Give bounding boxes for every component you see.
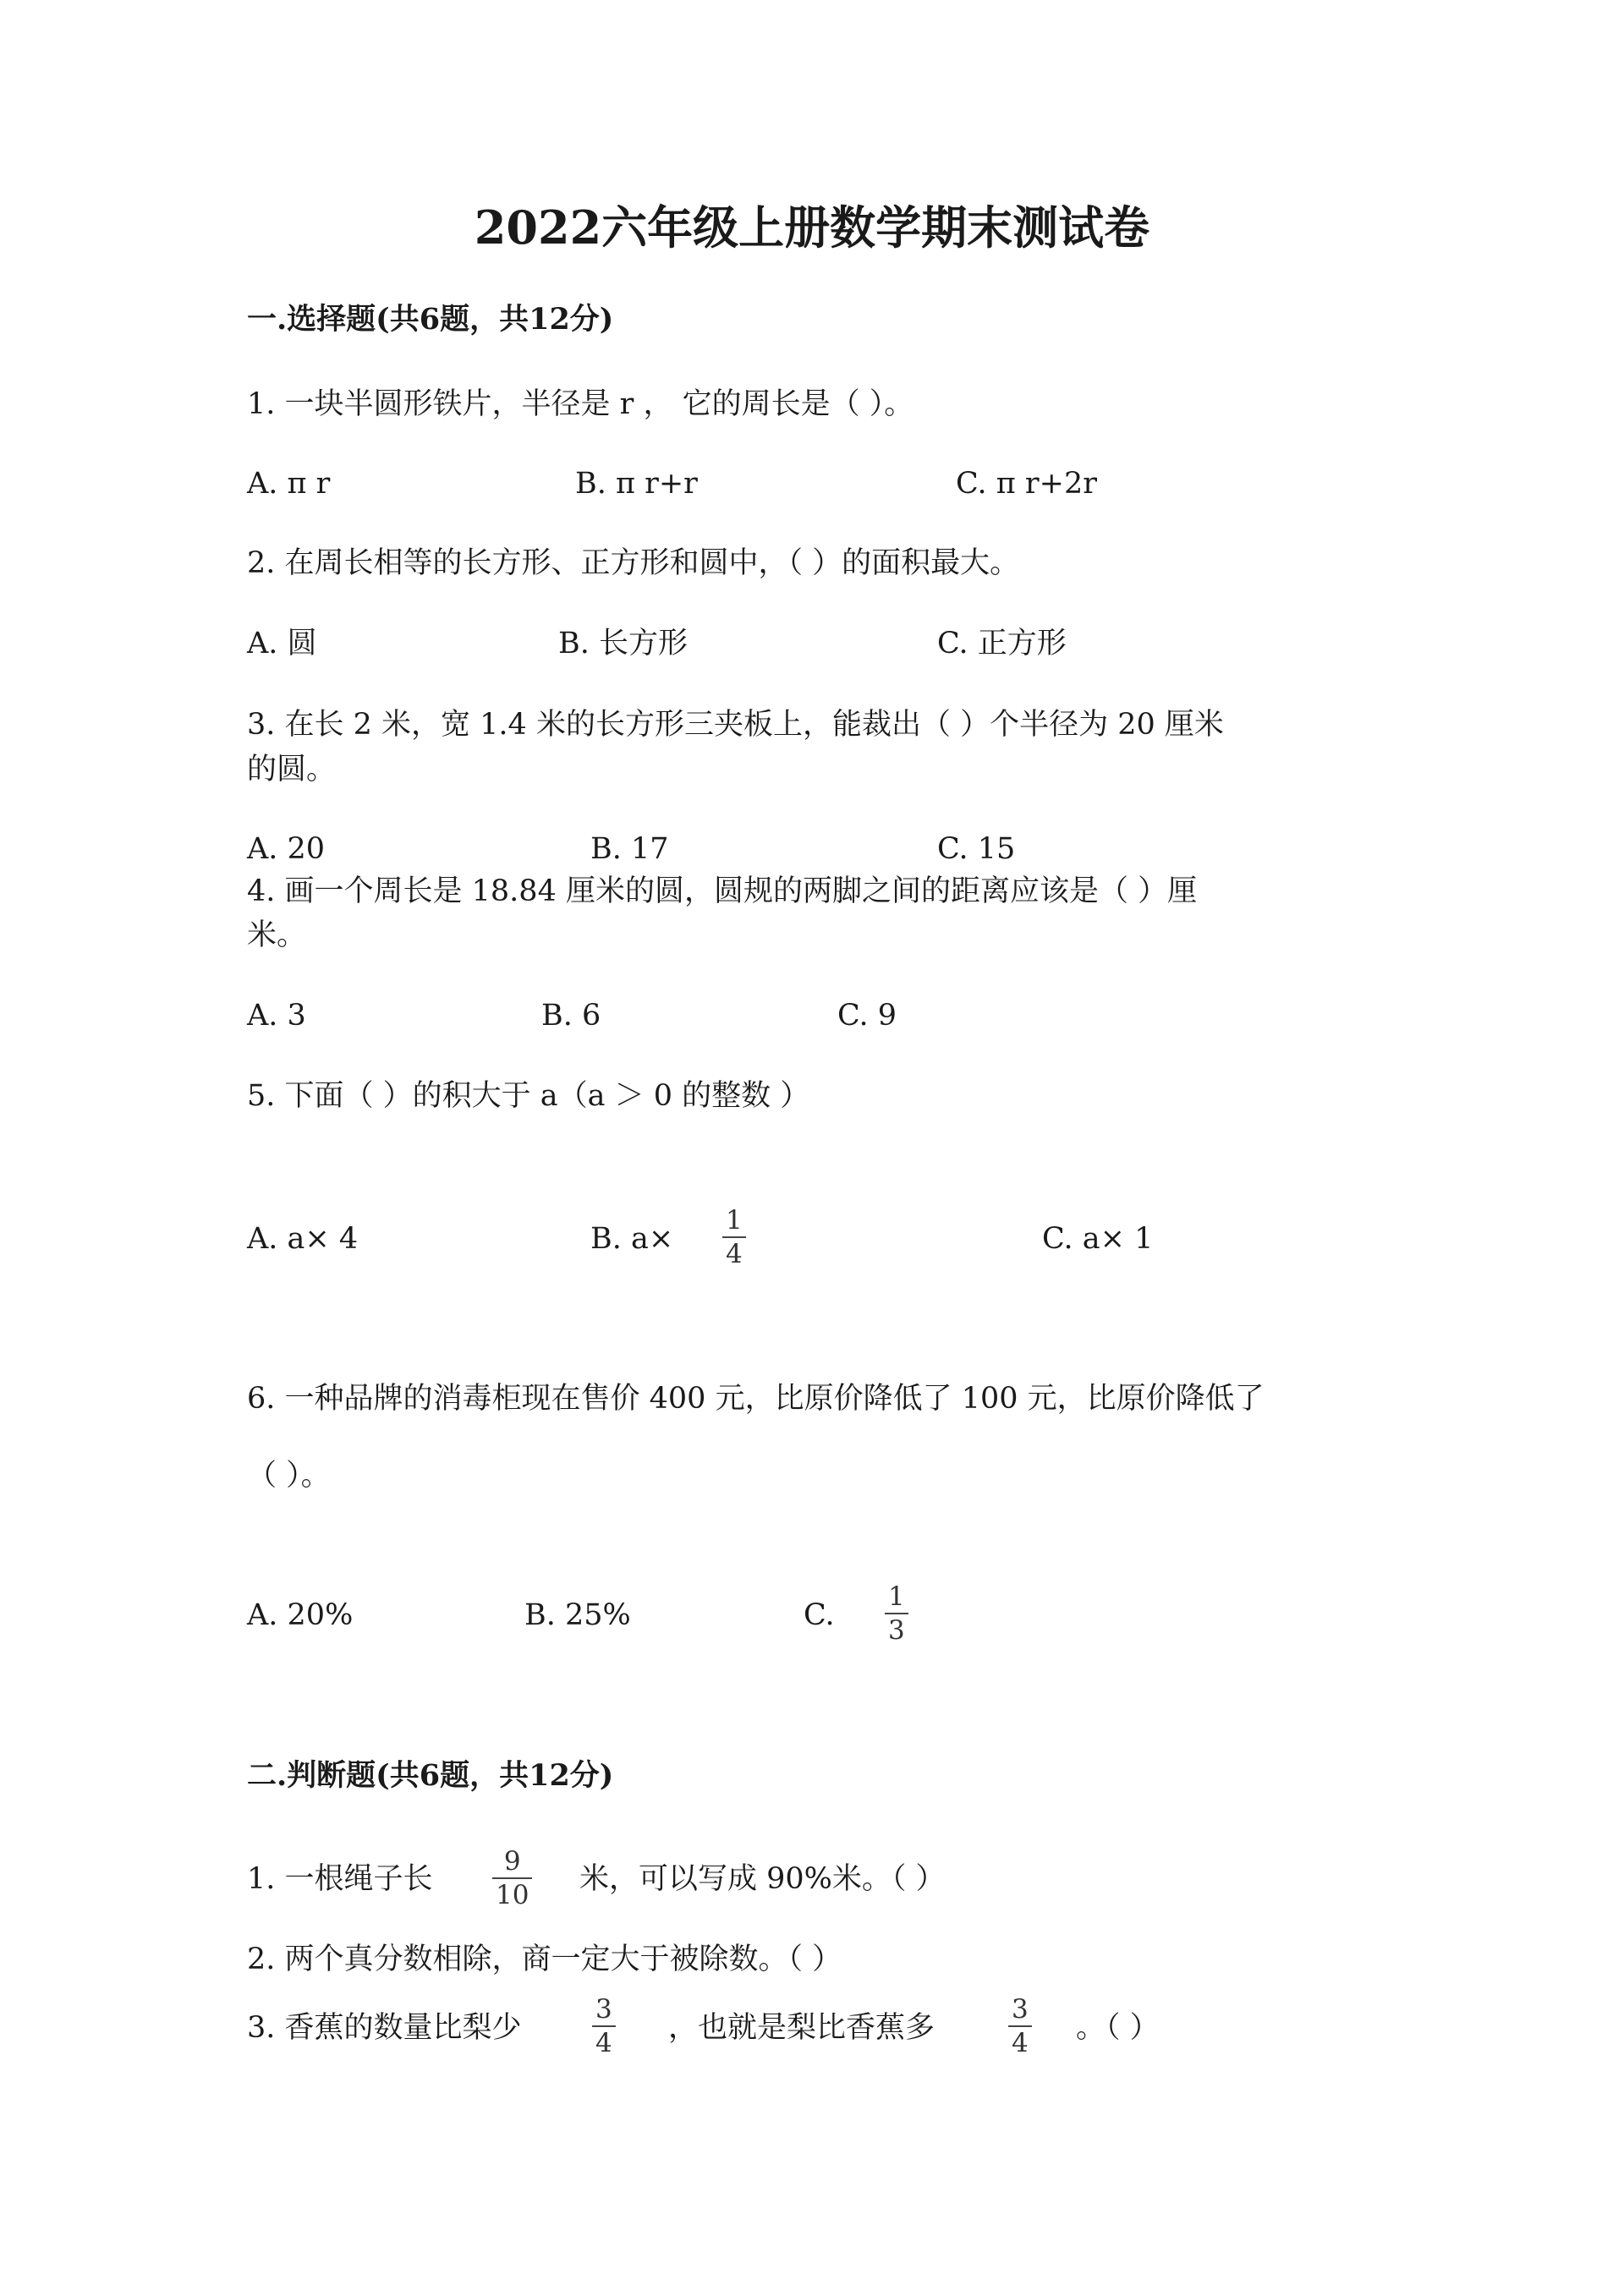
- judgment-1-text-after: 米，可以写成 90%米。（ ）: [579, 1862, 946, 1896]
- fraction-numerator: 3: [1012, 1994, 1029, 2025]
- question-1-text: 1. 一块半圆形铁片，半径是 r ， 它的周长是（ ）。: [247, 387, 914, 421]
- fraction-numerator: 1: [888, 1581, 905, 1612]
- judgment-3-fraction-1: [592, 1994, 616, 2058]
- judgment-3-text-before: 3. 香蕉的数量比梨少: [247, 2011, 522, 2045]
- question-5-text: 5. 下面（ ）的积大于 a（a ＞ 0 的整数 ）: [247, 1079, 810, 1113]
- judgment-3-text-middle: ，也就是梨比香蕉多: [668, 2011, 935, 2045]
- question-4-text-line1: 4. 画一个周长是 18.84 厘米的圆，圆规的两脚之间的距离应该是（ ）厘: [247, 874, 1198, 908]
- question-3-option-b: B. 17: [590, 832, 669, 866]
- question-6-option-c: C.: [804, 1598, 835, 1632]
- question-4-option-b: B. 6: [541, 999, 601, 1033]
- judgment-1-text-before: 1. 一根绳子长: [247, 1862, 433, 1896]
- question-2-text: 2. 在周长相等的长方形、正方形和圆中，（ ）的面积最大。: [247, 546, 1020, 580]
- fraction-denominator: 4: [595, 2028, 612, 2058]
- question-3-text-line1: 3. 在长 2 米，宽 1.4 米的长方形三夹板上，能裁出（ ）个半径为 20 厘米: [247, 708, 1224, 742]
- section-heading-choice: 一.选择题(共6题，共12分): [247, 302, 614, 337]
- fraction-numerator: 1: [726, 1205, 743, 1236]
- fraction-denominator: 10: [496, 1880, 529, 1910]
- question-1-option-a: A. π r: [247, 467, 331, 501]
- question-5-option-b: B. a×: [590, 1222, 674, 1256]
- page-title: 2022六年级上册数学期末测试卷: [474, 200, 1150, 255]
- question-2-option-b: B. 长方形: [558, 627, 688, 660]
- fraction-denominator: 3: [888, 1615, 905, 1646]
- fraction-denominator: 4: [1012, 2028, 1029, 2058]
- judgment-1-fraction: [492, 1846, 532, 1910]
- question-2-option-a: A. 圆: [247, 627, 317, 660]
- question-1-option-c: C. π r+2r: [956, 467, 1097, 501]
- question-5-option-c: C. a× 1: [1042, 1222, 1154, 1256]
- question-3-option-c: C. 15: [937, 832, 1016, 866]
- question-4-option-a: A. 3: [247, 999, 306, 1033]
- fraction-denominator: 4: [726, 1239, 743, 1269]
- section-heading-judgment: 二.判断题(共6题，共12分): [247, 1758, 614, 1793]
- question-5-option-b-fraction: [722, 1205, 746, 1269]
- question-6-text-line1: 6. 一种品牌的消毒柜现在售价 400 元，比原价降低了 100 元，比原价降低了: [247, 1382, 1265, 1416]
- question-6-option-c-fraction: [885, 1581, 908, 1646]
- question-3-text-line2: 的圆。: [247, 753, 337, 786]
- question-6-text-line2: （ ）。: [247, 1459, 331, 1493]
- judgment-3-text-after: 。（ ）: [1076, 2011, 1160, 2045]
- question-6-option-b: B. 25%: [524, 1598, 631, 1632]
- question-6-option-a: A. 20%: [247, 1598, 354, 1632]
- question-1-option-b: B. π r+r: [575, 467, 698, 501]
- question-4-option-c: C. 9: [837, 999, 897, 1033]
- fraction-numerator: 3: [595, 1994, 612, 2025]
- question-2-option-c: C. 正方形: [937, 627, 1067, 660]
- question-4-text-line2: 米。: [247, 918, 307, 952]
- judgment-2-text: 2. 两个真分数相除，商一定大于被除数。（ ）: [247, 1943, 842, 1976]
- question-5-option-a: A. a× 4: [247, 1222, 359, 1256]
- fraction-numerator: 9: [503, 1846, 521, 1877]
- question-3-option-a: A. 20: [247, 832, 326, 866]
- judgment-3-fraction-2: [1008, 1994, 1032, 2058]
